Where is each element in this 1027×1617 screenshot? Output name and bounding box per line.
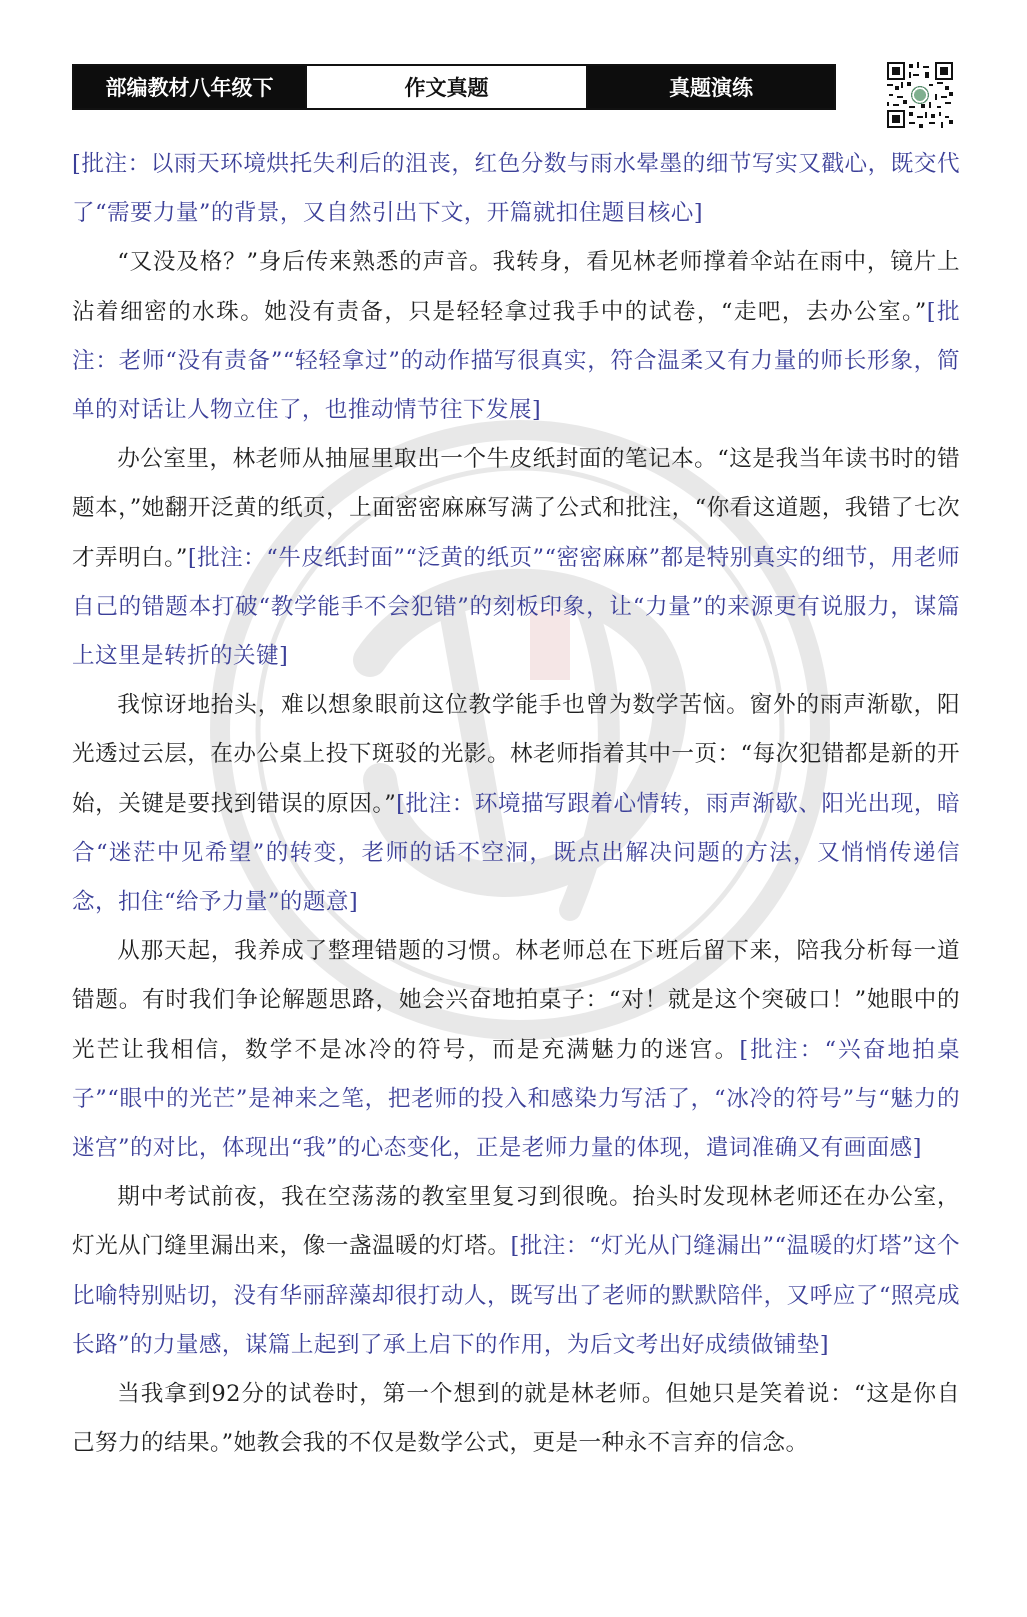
header-grade-label: 部编教材八年级下: [74, 66, 305, 108]
essay-paragraph: [72, 435, 960, 681]
annotation-opening: [72, 140, 960, 238]
paragraph-text: 期中考试前夜，我在空荡荡的教室里复习到很晚。抬头时发现林老师还在办公室，灯光从门缝里漏出来，像一盏温暖的灯塔。: [72, 1184, 960, 1260]
header-category-label: 真题演练: [588, 66, 834, 108]
paragraph-text: “又没及格？”身后传来熟悉的声音。我转身，看见林老师撑着伞站在雨中，镜片上沾着细密的水珠。她没有责备，只是轻轻拿过我手中的试卷，“走吧，去办公室。”: [72, 249, 960, 325]
essay-paragraph: [72, 238, 960, 435]
paragraph-text: 从那天起，我养成了整理错题的习惯。林老师总在下班后留下来，陪我分析每一道错题。有时我们争论解题思路，她会兴奋地拍桌子：“对！就是这个突破口！”她眼中的光芒让我相信，数学不是冰冷的符号，而是充满魅力的迷宫。: [72, 938, 960, 1063]
essay-paragraph: [72, 927, 960, 1173]
paragraph-text: 办公室里，林老师从抽屉里取出一个牛皮纸封面的笔记本。“这是我当年读书时的错题本，”她翻开泛黄的纸页，上面密密麻麻写满了公式和批注，“你看这道题，我错了七次才弄明白。”: [72, 446, 960, 571]
essay-paragraph: [72, 681, 960, 927]
annotation-text: [批注：老师“没有责备”“轻轻拿过”的动作描写很真实，符合温柔又有力量的师长形象，简单的对话让人物立住了，也推动情节往下发展]: [72, 298, 960, 424]
paragraph-text: 我惊讶地抬头，难以想象眼前这位教学能手也曾为数学苦恼。窗外的雨声渐歇，阳光透过云层，在办公桌上投下斑驳的光影。林老师指着其中一页：“每次犯错都是新的开始，关键是要找到错误的原因。”: [72, 692, 960, 817]
annotation-text: [批注：环境描写跟着心情转，雨声渐歇、阳光出现，暗合“迷茫中见希望”的转变，老师的话不空洞，既点出解决问题的方法，又悄悄传递信念，扣住“给予力量”的题意]: [72, 790, 960, 916]
essay-paragraph: [72, 1370, 960, 1468]
annotation-text: [批注：“牛皮纸封面”“泛黄的纸页”“密密麻麻”都是特别真实的细节，用老师自己的错题本打破“教学能手不会犯错”的刻板印象，让“力量”的来源更有说服力，谋篇上这里是转折的关键]: [72, 544, 961, 670]
annotation-text: [批注：“灯光从门缝漏出”“温暖的灯塔”这个比喻特别贴切，没有华丽辞藻却很打动人，既写出了老师的默默陪伴，又呼应了“照亮成长路”的力量感，谋篇上起到了承上启下的作用，为后文考出好成绩做铺垫]: [72, 1233, 960, 1358]
annotation-text: [批注：以雨天环境烘托失利后的沮丧，红色分数与雨水晕墨的细节写实又戳心，既交代了“需要力量”的背景，又自然引出下文，开篇就扣住题目核心]: [72, 151, 960, 227]
header-section-label: 作文真题: [305, 66, 588, 108]
header-bar: [72, 64, 836, 110]
essay-paragraph: [72, 1173, 960, 1370]
paragraph-text: 当我拿到92分的试卷时，第一个想到的就是林老师。但她只是笑着说：“这是你自己努力的结果。”她教会我的不仅是数学公式，更是一种永不言弃的信念。: [72, 1381, 960, 1457]
annotation-text: [批注：“兴奋地拍桌子”“眼中的光芒”是神来之笔，把老师的投入和感染力写活了，“冰冷的符号”与“魅力的迷宫”的对比，体现出“我”的心态变化，正是老师力量的体现，遣词准确又有画面感]: [72, 1036, 960, 1162]
qr-code-icon: [887, 62, 953, 128]
essay-body: [72, 140, 960, 1468]
